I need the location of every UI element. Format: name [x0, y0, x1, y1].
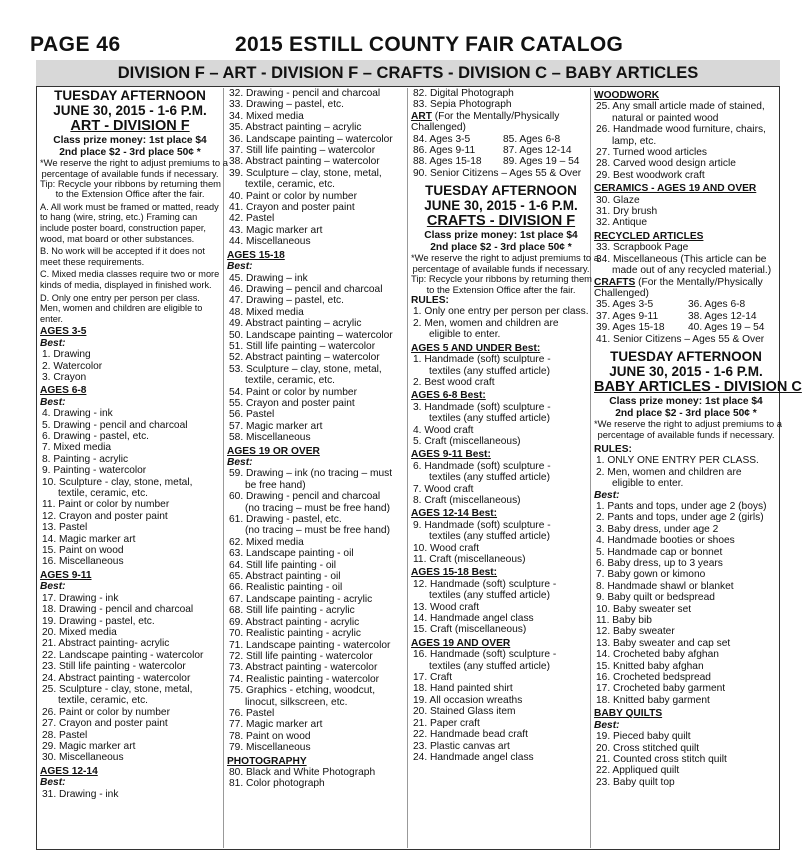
class-item: 29. Best woodwork craft	[596, 169, 705, 181]
category-heading: ART (For the Mentally/Physically Challenged)	[411, 110, 560, 134]
class-item: 53. Sculpture – clay, stone, metal,	[229, 363, 382, 375]
best-label: Best:	[40, 581, 66, 593]
class-item: 72. Still life painting - watercolor	[229, 650, 373, 662]
page-number: PAGE 46	[30, 33, 121, 56]
class-item: 83. Sepia Photograph	[413, 99, 512, 111]
class-item: 21. Paper craft	[413, 717, 480, 729]
class-item: 9. Painting - watercolor	[42, 465, 147, 477]
class-item: 79. Miscellaneous	[229, 742, 311, 754]
best-label: Best:	[594, 489, 620, 501]
class-item-continued: lamp, etc.	[612, 135, 657, 147]
class-item-continued: (no tracing – must be free hand)	[245, 525, 390, 537]
class-item: 35. Ages 3-5	[596, 299, 654, 311]
rule-paragraph: C. Mixed media classes require two or more kinds of media, displayed in finished work.	[40, 269, 220, 290]
class-item: 64. Still life painting - oil	[229, 559, 337, 571]
class-item: 22. Landscape painting - watercolor	[42, 649, 204, 661]
class-item-continued: textiles (any stuffed article)	[429, 365, 550, 377]
class-item: 13. Baby sweater and cap set	[596, 637, 731, 649]
column-divider	[223, 88, 224, 848]
class-item: 7. Mixed media	[42, 442, 112, 454]
class-item: 60. Drawing - pencil and charcoal	[229, 491, 381, 503]
class-item: 1. Drawing	[42, 349, 91, 361]
class-item: 73. Abstract painting - watercolor	[229, 662, 378, 674]
class-item: 49. Abstract painting – acrylic	[229, 318, 362, 330]
age-group-heading: AGES 15-18 Best:	[411, 567, 498, 579]
class-item: 13. Wood craft	[413, 601, 480, 613]
class-item: 4. Handmade booties or shoes	[596, 535, 735, 547]
class-item-continued: textile, ceramic, etc.	[58, 488, 149, 500]
section-heading: TUESDAY AFTERNOON	[425, 183, 577, 199]
division-title: ART - DIVISION F	[70, 118, 190, 134]
class-item: 24. Abstract painting - watercolor	[42, 672, 191, 684]
class-item-continued: eligible to enter.	[612, 478, 684, 490]
class-item: 34. Mixed media	[229, 110, 304, 122]
class-item: 2. Watercolor	[42, 360, 103, 372]
class-item: 54. Paint or color by number	[229, 386, 357, 398]
class-item: 41. Crayon and poster paint	[229, 202, 355, 214]
class-item: 23. Still life painting - watercolor	[42, 661, 186, 673]
class-item: 30. Miscellaneous	[42, 752, 124, 764]
age-group-heading: AGES 12-14	[40, 765, 98, 777]
section-date: JUNE 30, 2015 - 1-6 P.M.	[609, 363, 763, 379]
class-item: 7. Baby gown or kimono	[596, 569, 706, 581]
class-item: 1. ONLY ONE ENTRY PER CLASS.	[596, 455, 759, 467]
class-item: 12. Baby sweater	[596, 626, 675, 638]
class-item: 38. Abstract painting – watercolor	[229, 156, 380, 168]
class-item: 20. Stained Glass item	[413, 706, 516, 718]
class-item: 33. Drawing – pastel, etc.	[229, 99, 344, 111]
class-item: 37. Ages 9-11	[596, 310, 659, 322]
class-item: 15. Paint on wood	[42, 545, 124, 557]
division-title: CRAFTS - DIVISION F	[426, 213, 576, 230]
class-item-continued: made out of any recycled material.)	[612, 265, 772, 277]
class-item: 35. Abstract painting – acrylic	[229, 122, 362, 134]
class-item: 34. Miscellaneous (This article can be	[596, 253, 767, 265]
class-item: 75. Graphics - etching, woodcut,	[229, 685, 376, 697]
class-item: 14. Handmade angel class	[413, 613, 534, 625]
class-item: 11. Paint or color by number	[42, 499, 170, 511]
class-item: 18. Hand painted shirt	[413, 683, 513, 695]
class-item: 18. Drawing - pencil and charcoal	[42, 604, 194, 616]
class-item: 16. Handmade (soft) sculpture -	[413, 649, 557, 661]
column-art	[40, 88, 228, 800]
class-item: 78. Paint on wood	[229, 730, 311, 742]
prize-money: 2nd place $2 - 3rd place 50¢ *	[59, 146, 201, 158]
class-item: 7. Wood craft	[413, 483, 474, 495]
class-item: 4. Drawing - ink	[42, 408, 113, 420]
class-item: 88. Ages 15-18	[413, 156, 482, 168]
class-item: 52. Abstract painting – watercolor	[229, 352, 380, 364]
class-item-continued: linocut, silkscreen, etc.	[245, 696, 348, 708]
age-group-heading: AGES 15-18	[227, 249, 285, 261]
class-item: 9. Handmade (soft) sculpture -	[413, 519, 551, 531]
best-label: Best:	[40, 337, 66, 349]
class-item: 12. Crayon and poster paint	[42, 510, 168, 522]
class-item: 71. Landscape painting - watercolor	[229, 639, 391, 651]
class-item: 15. Craft (miscellaneous)	[413, 624, 527, 636]
section-heading: TUESDAY AFTERNOON	[54, 88, 206, 103]
class-item: 21. Counted cross stitch quilt	[596, 753, 727, 765]
class-item: 48. Mixed media	[229, 306, 304, 318]
age-group-heading: AGES 5 AND UNDER Best:	[411, 342, 541, 354]
age-group-heading: AGES 3-5	[40, 326, 87, 338]
class-item: 40. Paint or color by number	[229, 190, 357, 202]
class-item-continued: eligible to enter.	[429, 329, 501, 341]
class-item: 8. Handmade shawl or blanket	[596, 580, 734, 592]
age-group-heading: BABY QUILTS	[594, 708, 663, 720]
class-item: 32. Antique	[596, 217, 647, 229]
best-label: Best:	[227, 457, 253, 468]
age-group-heading: AGES 6-8	[40, 385, 87, 397]
class-item-continued: natural or painted wood	[612, 112, 719, 124]
class-item: 17. Crocheted baby garment	[596, 683, 726, 695]
rules-heading: RULES:	[594, 443, 632, 455]
prize-money: 2nd place $2 - 3rd place 50¢ *	[430, 241, 572, 253]
class-item: 1. Handmade (soft) sculpture -	[413, 354, 551, 366]
class-item: 11. Craft (miscellaneous)	[413, 554, 526, 565]
prize-money: Class prize money: 1st place $4	[53, 135, 207, 146]
class-item: 42. Pastel	[229, 213, 275, 225]
class-item: 10. Baby sweater set	[596, 603, 692, 615]
class-item: 47. Drawing – pastel, etc.	[229, 295, 344, 307]
premium-note: *We reserve the right to adjust premiums to a	[594, 418, 782, 430]
premium-note: Tip: Recycle your ribbons by returning them	[411, 273, 592, 285]
prize-money: Class prize money: 1st place $4	[424, 230, 578, 242]
class-item-continued: be free hand)	[245, 479, 306, 491]
class-item: 27. Crayon and poster paint	[42, 718, 168, 730]
division-title: BABY ARTICLES - DIVISION C	[594, 378, 802, 395]
class-item: 76. Pastel	[229, 707, 275, 719]
class-item: 68. Still life painting - acrylic	[229, 605, 355, 617]
class-item: 18. Knitted baby garment	[596, 694, 710, 706]
rule-paragraph: D. Only one entry per person per class.	[40, 292, 200, 303]
class-item: 33. Scrapbook Page	[596, 242, 689, 254]
class-item: 20. Mixed media	[42, 626, 117, 638]
age-group-heading: PHOTOGRAPHY	[227, 755, 307, 767]
class-item: 29. Magic marker art	[42, 740, 136, 752]
prize-money: 2nd place $2 - 3rd place 50¢ *	[615, 407, 757, 419]
rules-heading: RULES:	[411, 295, 449, 307]
age-group-heading: AGES 9-11	[40, 569, 92, 581]
premium-note: to the Extension Office after the fair.	[55, 188, 205, 200]
class-item: 8. Craft (miscellaneous)	[413, 494, 521, 506]
class-item: 84. Ages 3-5	[413, 133, 471, 145]
division-banner: DIVISION F – ART - DIVISION F – CRAFTS - DIVISION C – BABY ARTICLES	[36, 60, 780, 87]
premium-note: percentage of available funds if necessary.	[41, 167, 219, 179]
class-item: 61. Drawing - pastel, etc.	[229, 514, 342, 526]
class-item: 32. Drawing - pencil and charcoal	[229, 88, 381, 99]
class-item: 27. Turned wood articles	[596, 147, 707, 159]
class-item: 80. Black and White Photograph	[229, 766, 376, 778]
class-item: 4. Wood craft	[413, 424, 474, 436]
class-item: 41. Senior Citizens – Ages 55 & Over	[596, 333, 765, 345]
class-item: 50. Landscape painting – watercolor	[229, 329, 393, 341]
class-item: 14. Crocheted baby afghan	[596, 649, 719, 661]
class-item: 37. Still life painting – watercolor	[229, 145, 376, 157]
class-item: 22. Handmade bead craft	[413, 729, 528, 741]
class-item: 90. Senior Citizens – Ages 55 & Over	[413, 167, 582, 179]
class-item: 39. Ages 15-18	[596, 322, 665, 334]
class-item: 58. Miscellaneous	[229, 432, 311, 444]
class-item-continued: (no tracing – must be free hand)	[245, 502, 390, 514]
class-item: 86. Ages 9-11	[413, 145, 476, 157]
class-item: 10. Wood craft	[413, 542, 480, 554]
age-group-heading: RECYCLED ARTICLES	[594, 230, 704, 242]
age-group-heading: CERAMICS - AGES 19 AND OVER	[594, 183, 757, 195]
prize-money: Class prize money: 1st place $4	[609, 395, 763, 407]
class-item: 23. Baby quilt top	[596, 776, 675, 788]
best-label: Best:	[227, 261, 253, 273]
class-item: 31. Drawing - ink	[42, 788, 119, 800]
class-item: 15. Knitted baby afghan	[596, 660, 704, 672]
class-item: 10. Sculpture - clay, stone, metal,	[42, 476, 193, 488]
class-item-continued: textiles (any stuffed article)	[429, 660, 550, 672]
column-art-continued	[227, 88, 407, 790]
category-heading: CRAFTS (For the Mentally/Physically Challenged)	[594, 276, 763, 299]
class-item: 59. Drawing – ink (no tracing – must	[229, 468, 393, 480]
class-item: 82. Digital Photograph	[413, 88, 514, 99]
rule-paragraph: Men, women and children are eligible to enter.	[40, 303, 203, 324]
class-item-continued: textile, ceramic, etc.	[58, 695, 149, 707]
class-item-continued: textiles (any stuffed article)	[429, 413, 550, 425]
class-item: 25. Any small article made of stained,	[596, 101, 765, 113]
class-item: 66. Realistic painting - oil	[229, 582, 343, 594]
challenged-age-grid	[411, 134, 591, 168]
class-item: 28. Carved wood design article	[596, 158, 736, 170]
best-label: Best:	[40, 396, 66, 408]
class-item: 1. Only one entry per person per class.	[413, 306, 589, 318]
class-item: 31. Dry brush	[596, 206, 658, 218]
class-item: 26. Paint or color by number	[42, 706, 170, 718]
premium-note: percentage of available funds if necessary.	[597, 428, 775, 440]
class-item: 20. Cross stitched quilt	[596, 742, 700, 754]
category-label: CRAFTS	[594, 276, 636, 288]
class-item: 2. Men, women and children are	[596, 466, 742, 478]
class-item: 16. Crocheted bedspread	[596, 672, 711, 684]
age-group-heading: AGES 6-8 Best:	[411, 390, 486, 402]
rule-paragraph: A. All work must be framed or matted, ready to hang (wire, string, etc.) Framing can include poster board, construction paper, wood, mat board or other substances.	[40, 201, 219, 244]
class-item: 89. Ages 19 – 54	[503, 156, 580, 168]
class-item: 22. Appliqued quilt	[596, 765, 680, 777]
class-item: 24. Handmade angel class	[413, 751, 534, 763]
class-item: 1. Pants and tops, under age 2 (boys)	[596, 500, 767, 512]
class-item: 2. Men, women and children are	[413, 317, 559, 329]
class-item: 39. Sculpture – clay, stone, metal,	[229, 167, 382, 179]
class-item: 70. Realistic painting - acrylic	[229, 628, 361, 640]
premium-note: Tip: Recycle your ribbons by returning them	[40, 178, 221, 189]
class-item-continued: textile, ceramic, etc.	[245, 179, 336, 191]
age-group-heading: AGES 19 AND OVER	[411, 637, 511, 649]
class-item: 19. All occasion wreaths	[413, 694, 523, 706]
page-header	[30, 33, 780, 59]
class-item: 3. Crayon	[42, 371, 87, 383]
class-item: 36. Landscape painting – watercolor	[229, 133, 393, 145]
premium-note: *We reserve the right to adjust premiums to a	[411, 252, 599, 264]
class-item: 51. Still life painting – watercolor	[229, 340, 376, 352]
premium-note: *We reserve the right to adjust premiums to a	[40, 157, 228, 169]
class-item: 65. Abstract painting - oil	[229, 571, 341, 583]
class-item: 46. Drawing – pencil and charcoal	[229, 283, 383, 295]
age-group-heading: AGES 19 OR OVER	[227, 445, 320, 457]
class-item: 11. Baby bib	[596, 615, 652, 627]
section-date: JUNE 30, 2015 - 1-6 P.M.	[53, 103, 207, 118]
age-group-heading: AGES 9-11 Best:	[411, 449, 491, 461]
age-group-heading: WOODWORK	[594, 90, 660, 101]
class-item: 30. Glaze	[596, 194, 640, 206]
class-item: 19. Pieced baby quilt	[596, 731, 691, 743]
class-item-continued: textiles (any stuffed article)	[429, 531, 550, 543]
rule-paragraph: B. No work will be accepted if it does not meet these requirements.	[40, 246, 205, 267]
class-item: 43. Magic marker art	[229, 224, 323, 236]
class-item: 2. Best wood craft	[413, 376, 495, 388]
class-item: 55. Crayon and poster paint	[229, 397, 355, 409]
column-crafts	[411, 88, 599, 763]
column-divider	[407, 88, 408, 848]
class-item: 77. Magic marker art	[229, 719, 323, 731]
class-item: 56. Pastel	[229, 409, 275, 421]
class-item: 38. Ages 12-14	[688, 310, 757, 322]
class-item: 2. Pants and tops, under age 2 (girls)	[596, 512, 764, 524]
class-item: 69. Abstract painting - acrylic	[229, 616, 360, 628]
best-label: Best:	[40, 777, 66, 789]
class-item: 19. Drawing - pastel, etc.	[42, 615, 155, 627]
class-item: 3. Baby dress, under age 2	[596, 523, 719, 535]
class-item: 5. Handmade cap or bonnet	[596, 546, 723, 558]
catalog-title: 2015 ESTILL COUNTY FAIR CATALOG	[235, 33, 624, 56]
premium-note: percentage of available funds if necessary.	[412, 262, 590, 274]
class-item: 23. Plastic canvas art	[413, 740, 510, 752]
best-label: Best:	[594, 719, 620, 731]
category-label: ART	[411, 110, 432, 122]
class-item-continued: textiles (any stuffed article)	[429, 472, 550, 484]
challenged-age-grid	[594, 299, 778, 333]
class-item-continued: textiles (any stuffed article)	[429, 590, 550, 602]
class-item: 3. Handmade (soft) sculpture -	[413, 401, 551, 413]
class-item: 28. Pastel	[42, 729, 88, 741]
class-item: 17. Craft	[413, 672, 453, 684]
class-item: 63. Landscape painting - oil	[229, 548, 354, 560]
class-item: 25. Sculpture - clay, stone, metal,	[42, 683, 193, 695]
class-item: 85. Ages 6-8	[503, 133, 561, 145]
section-heading: TUESDAY AFTERNOON	[610, 348, 762, 364]
class-item: 44. Miscellaneous	[229, 236, 311, 248]
class-item: 5. Craft (miscellaneous)	[413, 435, 521, 447]
class-item: 36. Ages 6-8	[688, 299, 746, 311]
class-item: 26. Handmade wood furniture, chairs,	[596, 124, 766, 136]
premium-note: to the Extension Office after the fair.	[426, 283, 576, 295]
class-item: 21. Abstract painting- acrylic	[42, 638, 170, 650]
class-item: 87. Ages 12-14	[503, 145, 572, 157]
age-group-heading: AGES 12-14 Best:	[411, 508, 498, 520]
class-item: 17. Drawing - ink	[42, 592, 119, 604]
class-item: 6. Drawing - pastel, etc.	[42, 431, 150, 442]
class-item: 57. Magic marker art	[229, 420, 323, 432]
class-item: 13. Pastel	[42, 522, 88, 534]
class-item: 74. Realistic painting - watercolor	[229, 673, 380, 685]
class-item: 81. Color photograph	[229, 778, 325, 790]
class-item: 62. Mixed media	[229, 536, 304, 548]
class-item: 67. Landscape painting - acrylic	[229, 593, 373, 605]
class-item: 16. Miscellaneous	[42, 556, 124, 568]
class-item: 40. Ages 19 – 54	[688, 322, 765, 334]
class-item: 9. Baby quilt or bedspread	[596, 592, 715, 604]
class-item: 5. Drawing - pencil and charcoal	[42, 419, 188, 431]
class-item: 12. Handmade (soft) sculpture -	[413, 578, 557, 590]
class-item: 6. Baby dress, up to 3 years	[596, 558, 723, 569]
class-item: 6. Handmade (soft) sculpture -	[413, 460, 551, 472]
column-baby-articles	[594, 88, 802, 788]
class-item: 14. Magic marker art	[42, 533, 136, 545]
class-item: 45. Drawing – ink	[229, 272, 308, 284]
class-item: 8. Painting - acrylic	[42, 453, 129, 465]
section-date: JUNE 30, 2015 - 1-6 P.M.	[424, 198, 578, 214]
class-item-continued: textile, ceramic, etc.	[245, 375, 336, 387]
